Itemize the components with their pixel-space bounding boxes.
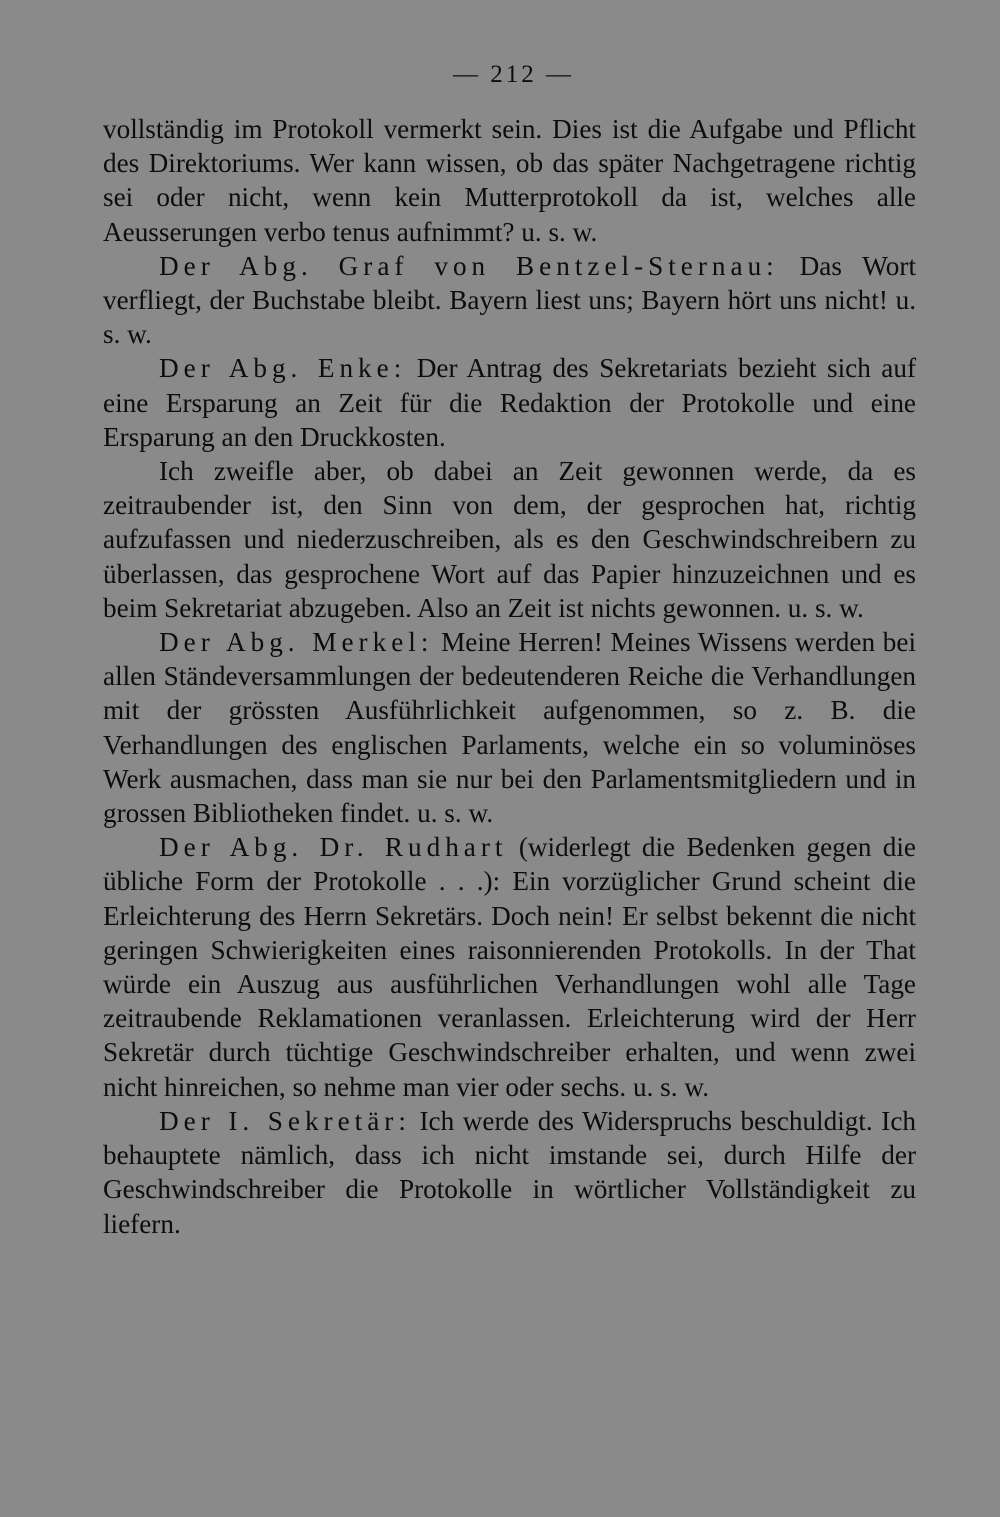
paragraph bbox=[103, 351, 916, 454]
paragraph bbox=[103, 625, 916, 830]
document-page bbox=[103, 58, 916, 1241]
paragraph-text: Meine Herren! Meines Wissens werden bei allen Ständeversammlungen der bedeutenderen Reiche die Verhandlungen mit der grössten Ausführlichkeit aufgenommen, so z. B. die Verhandlungen des englischen Parlaments, welche ein so voluminöses Werk ausmachen, dass man sie nur bei den Parlamentsmitgliedern und in grossen Bibliotheken findet. u. s. w. bbox=[103, 627, 917, 829]
paragraph-text: Ich werde des Widerspruchs beschuldigt. Ich behauptete nämlich, dass ich nicht imstande sei, durch Hilfe der Geschwindschreiber die Protokolle in wörtlicher Vollständigkeit zu liefern. bbox=[103, 1105, 916, 1239]
paragraph-text: (widerlegt die Bedenken gegen die übliche Form der Protokolle . . .): Ein vorzüglicher Grund scheint die Erleichterung des Herrn Sekretärs. Doch nein! Er selbst bekennt die nicht geringen Schwierigkeiten eines raisonnierenden Protokolls. In der That würde ein Auszug aus ausführlichen Verhandlungen wohl alle Tage zeitraubende Reklamationen veranlassen. Erleichterung wird der Herr Sekretär durch tüchtige Geschwindschreiber erhalten, und wenn zwei nicht hinreichen, so nehme man vier oder sechs. u. s. w. bbox=[103, 832, 916, 1102]
paragraph-text: Der Antrag des Sekretariats bezieht sich auf eine Ersparung an Zeit für die Redaktion der Protokolle und eine Ersparung an den Druckkosten. bbox=[103, 353, 916, 452]
paragraph bbox=[103, 249, 916, 352]
speaker-name: Der Abg. Enke: bbox=[159, 353, 407, 384]
paragraph-text: Ich zweifle aber, ob dabei an Zeit gewonnen werde, da es zeitraubender ist, den Sinn von dem, der gesprochen hat, richtig aufzufassen und niederzuschreiben, als es den Geschwindschreibern zu überlassen, das gesprochene Wort auf das Papier hinzuzeichnen und es beim Sekretariat abzugeben. Also an Zeit ist nichts gewonnen. u. s. w. bbox=[103, 456, 916, 623]
paragraph bbox=[103, 1104, 916, 1241]
speaker-name: Der Abg. Graf von Bentzel-Sternau: bbox=[159, 250, 779, 281]
speaker-name: Der Abg. Dr. Rudhart bbox=[159, 832, 508, 863]
speaker-name: Der I. Sekretär: bbox=[159, 1105, 411, 1136]
speaker-name: Der Abg. Merkel: bbox=[159, 627, 434, 658]
paragraph bbox=[103, 830, 916, 1104]
paragraph bbox=[103, 454, 916, 625]
paragraph-text: Das Wort verfliegt, der Buchstabe bleibt. Bayern liest uns; Bayern hört uns nicht! u. s. w. bbox=[103, 250, 916, 350]
page-number: — 212 — bbox=[453, 61, 574, 88]
paragraph bbox=[103, 112, 916, 249]
paragraph-text: vollständig im Protokoll vermerkt sein. Dies ist die Aufgabe und Pflicht des Direktoriums. Wer kann wissen, ob das später Nachgetragene richtig sei oder nicht, wenn kein Mutterprotokoll da ist, welches alle Aeusserungen verbo tenus aufnimmt? u. s. w. bbox=[103, 114, 916, 247]
